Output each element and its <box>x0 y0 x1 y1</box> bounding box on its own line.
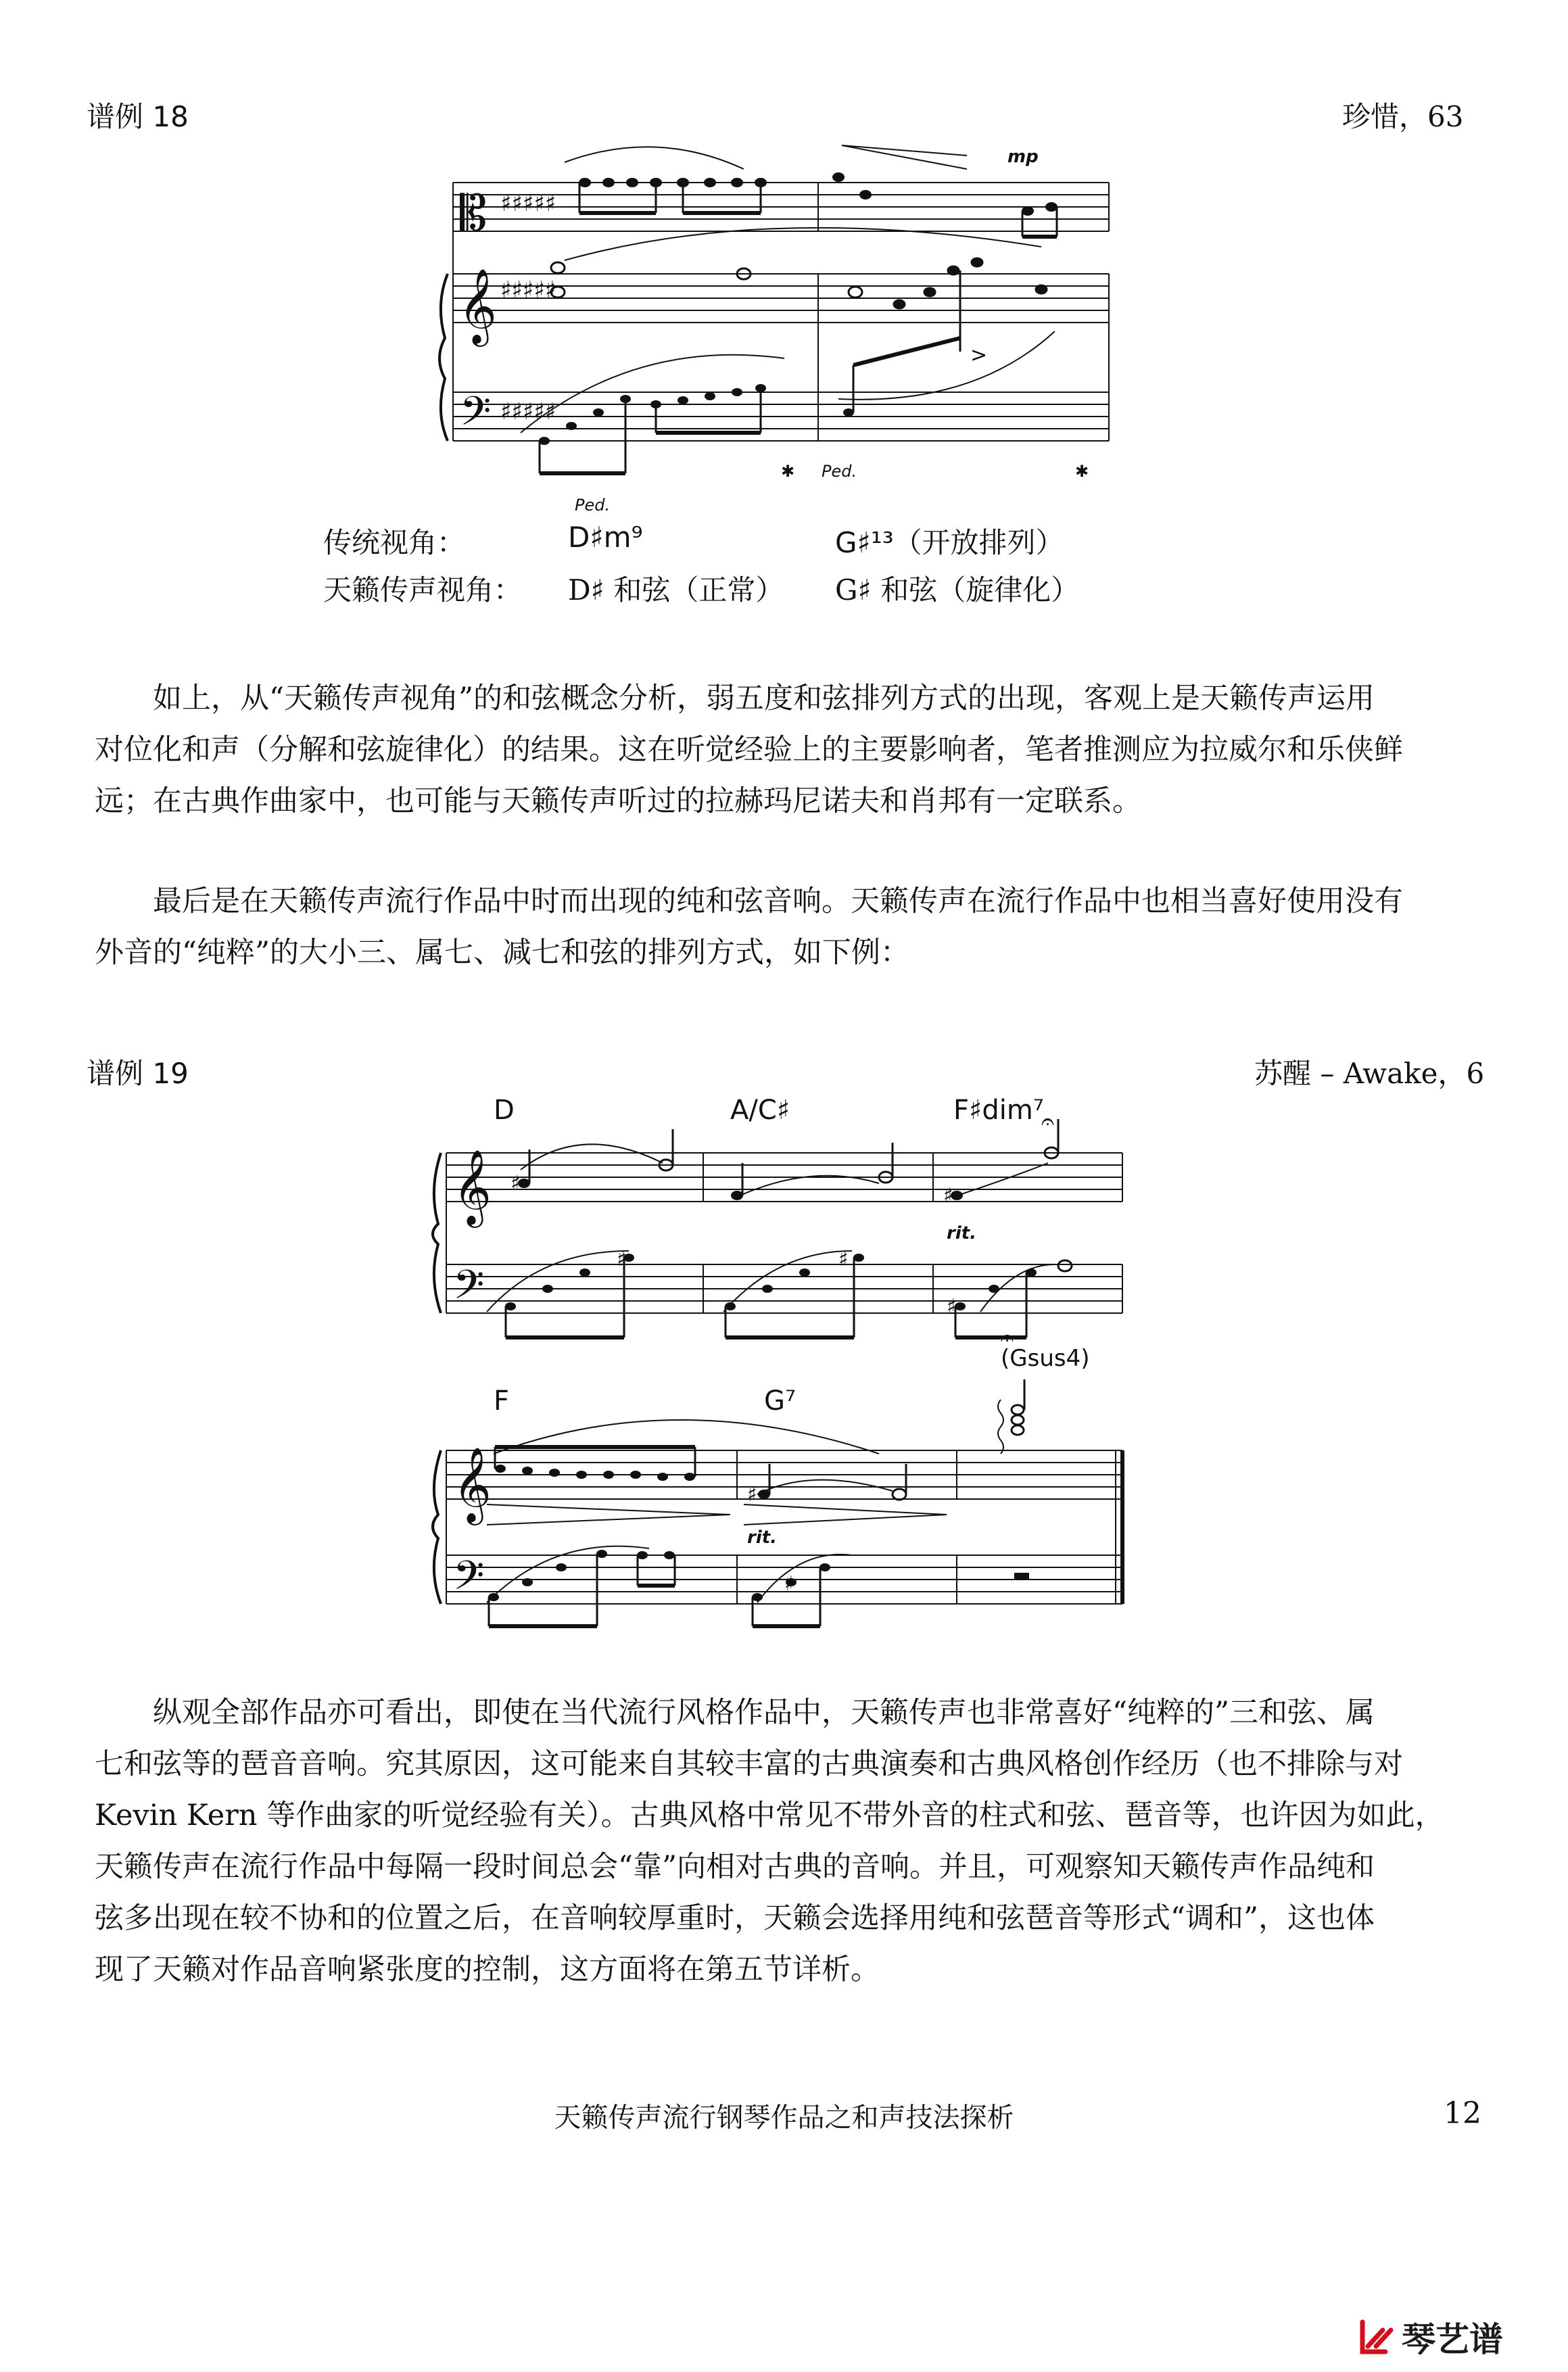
pedal-release: ✱ <box>781 462 795 481</box>
svg-text:♯♯♯♯♯: ♯♯♯♯♯ <box>500 277 556 304</box>
chord-symbol: (Gsus4) <box>1001 1345 1090 1372</box>
svg-text:𝄐: 𝄐 <box>1001 1325 1014 1352</box>
svg-text:♯♯♯♯♯: ♯♯♯♯♯ <box>500 190 556 217</box>
view-tianlai-chord2: G♯ 和弦（旋律化） <box>835 573 1080 607</box>
rit-mark: rit. <box>747 1527 778 1548</box>
whole-rest <box>1014 1573 1029 1579</box>
footer-title: 天籁传声流行钢琴作品之和声技法探析 <box>554 2102 1014 2133</box>
logo-icon <box>1356 2317 1396 2357</box>
chord-symbol: A/C♯ <box>730 1095 790 1126</box>
dynamic-mp: mp <box>1007 147 1039 167</box>
paragraph-2-line: 最后是在天籁传声流行作品中时而出现的纯和弦音响。天籁传声在流行作品中也相当喜好使用没有 <box>153 884 1403 918</box>
example19-label: 谱例 19 <box>87 1057 189 1090</box>
page-number: 12 <box>1444 2096 1481 2131</box>
view-traditional-chord2: G♯¹³（开放排列） <box>835 526 1064 559</box>
watermark-logo <box>1356 2312 1503 2361</box>
svg-text:𝄡: 𝄡 <box>460 185 488 241</box>
paragraph-3-line: 弦多出现在较不协和的位置之后，在音响较厚重时，天籁会选择用纯和弦琶音等形式“调和”，这也体 <box>95 1901 1375 1935</box>
paragraph-1-line: 如上，从“天籁传声视角”的和弦概念分析，弱五度和弦排列方式的出现，客观上是天籁传声运用 <box>153 682 1375 715</box>
svg-text:𝄞: 𝄞 <box>453 1446 492 1522</box>
paragraph-1-line: 远；在古典作曲家中，也可能与天籁传声听过的拉赫玛尼诺夫和肖邦有一定联系。 <box>95 784 1141 818</box>
paragraph-2-line: 外音的“纯粹”的大小三、属七、减七和弦的排列方式，如下例： <box>95 936 909 970</box>
view-traditional-chord1: D♯m⁹ <box>568 521 643 554</box>
paragraph-3-line: Kevin Kern 等作曲家的听觉经验有关）。古典风格中常见不带外音的柱式和弦、琶音等，也许因为如此， <box>95 1799 1444 1832</box>
svg-text:𝄞: 𝄞 <box>453 1149 492 1225</box>
svg-text:♯: ♯ <box>784 1572 794 1596</box>
score-example-19 <box>406 1089 1143 1636</box>
paragraph-3-line: 七和弦等的琶音音响。究其原因，这可能来自其较丰富的古典演奏和古典风格创作经历（也不排除与对 <box>95 1747 1403 1781</box>
view-tianlai-label: 天籁传声视角： <box>323 573 523 607</box>
pedal-mark-2: Ped. <box>822 462 857 481</box>
paragraph-2 <box>95 876 1474 978</box>
svg-text:♯: ♯ <box>947 1295 957 1319</box>
pedal-mark: Ped. <box>575 496 611 515</box>
svg-text:𝄢: 𝄢 <box>460 387 492 444</box>
example18-label: 谱例 18 <box>87 100 189 133</box>
chord-symbol: G⁷ <box>764 1385 797 1417</box>
paragraph-3-line: 纵观全部作品亦可看出，即使在当代流行风格作品中，天籁传声也非常喜好“纯粹的”三和弦、属 <box>153 1696 1375 1730</box>
view-traditional-label: 传统视角： <box>323 526 466 559</box>
svg-text:♯♯♯♯♯: ♯♯♯♯♯ <box>500 398 556 425</box>
chord-symbol: F <box>494 1385 510 1417</box>
example19-source: 苏醒 – Awake，6 <box>1254 1057 1485 1090</box>
svg-text:♯: ♯ <box>510 1172 521 1195</box>
svg-text:>: > <box>970 343 988 367</box>
svg-text:♯: ♯ <box>747 1483 757 1507</box>
chord-symbol: D <box>494 1095 515 1126</box>
rit-mark: rit. <box>947 1223 977 1243</box>
chord-symbol: F♯dim⁷ <box>953 1095 1044 1126</box>
logo-text: 琴艺谱 <box>1402 2320 1503 2359</box>
paragraph-1-line: 对位化和声（分解和弦旋律化）的结果。这在听觉经验上的主要影响者，笔者推测应为拉威尔和乐侠鲜 <box>95 733 1403 767</box>
score-example-18 <box>433 135 1122 527</box>
svg-text:♯: ♯ <box>838 1248 849 1271</box>
svg-text:𝄐: 𝄐 <box>1041 1108 1054 1135</box>
svg-text:𝄞: 𝄞 <box>458 268 497 343</box>
paragraph-1 <box>95 673 1474 827</box>
paragraph-3-line: 天籁传声在流行作品中每隔一段时间总会“靠”向相对古典的音响。并且，可观察知天籁传声作品纯和 <box>95 1850 1375 1884</box>
paragraph-3 <box>95 1687 1474 1995</box>
svg-text:♯: ♯ <box>617 1248 627 1271</box>
view-tianlai-chord1: D♯ 和弦（正常） <box>568 573 784 607</box>
pedal-release-2: ✱ <box>1075 462 1089 481</box>
svg-text:♯: ♯ <box>943 1184 953 1208</box>
example18-source: 珍惜，63 <box>1342 100 1464 133</box>
paragraph-3-line: 现了天籁对作品音响紧张度的控制，这方面将在第五节详析。 <box>95 1953 880 1987</box>
svg-text:𝄢: 𝄢 <box>453 1261 485 1318</box>
svg-text:𝄢: 𝄢 <box>453 1552 485 1609</box>
